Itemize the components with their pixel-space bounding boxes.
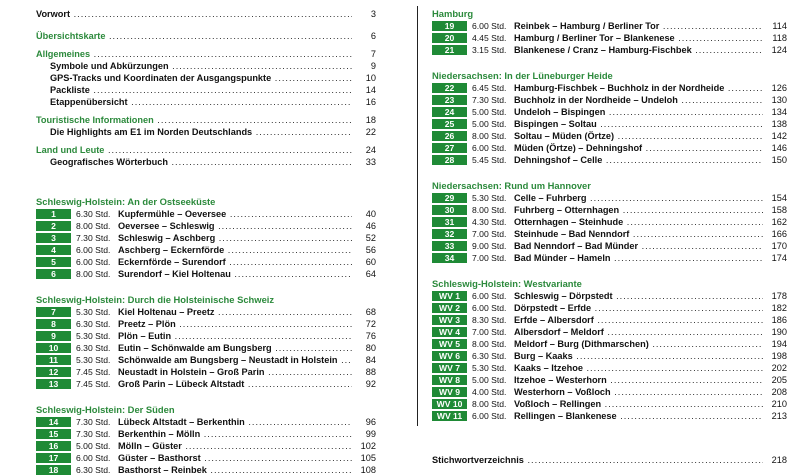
- stage-route: Meldorf – Burg (Dithmarschen) .....: [514, 338, 763, 350]
- toc-entry[interactable]: [36, 144, 376, 156]
- stage-entry[interactable]: [36, 416, 376, 428]
- page-number: 14: [354, 84, 376, 96]
- page-number: 24: [354, 144, 376, 156]
- page-number: 84: [354, 354, 376, 366]
- stage-number-badge: 12: [36, 367, 71, 377]
- stage-number-badge: 28: [432, 155, 467, 165]
- stage-entry[interactable]: [432, 252, 787, 264]
- page-number: 130: [765, 94, 787, 106]
- stage-entry[interactable]: [432, 192, 787, 204]
- stage-route: Berkenthin – Mölln .....: [118, 428, 352, 440]
- page-number: 154: [765, 192, 787, 204]
- stage-duration: 7.30 Std.: [76, 233, 111, 243]
- stage-duration: 6.45 Std.: [472, 83, 507, 93]
- stage-duration: 5.45 Std.: [472, 155, 507, 165]
- toc-entry[interactable]: [36, 96, 376, 108]
- stage-duration: 5.00 Std.: [472, 119, 507, 129]
- stage-number-badge: 17: [36, 453, 71, 463]
- stage-number-badge: 24: [432, 107, 467, 117]
- spacer: [36, 182, 376, 196]
- stage-duration: 6.30 Std.: [76, 465, 111, 475]
- stage-number-badge: 31: [432, 217, 467, 227]
- stage-duration: 8.00 Std.: [472, 399, 507, 409]
- page-number: 198: [765, 350, 787, 362]
- stage-number-badge: 7: [36, 307, 71, 317]
- stage-entry[interactable]: [432, 326, 787, 338]
- page-number: 22: [354, 126, 376, 138]
- page-number: 7: [354, 48, 376, 60]
- stage-duration: 6.30 Std.: [76, 319, 111, 329]
- stage-duration: 6.00 Std.: [472, 303, 507, 313]
- stage-number-badge: 5: [36, 257, 71, 267]
- entry-title: Allgemeines .....: [36, 48, 352, 60]
- page-number: 3: [354, 8, 376, 20]
- stage-route: Bad Nenndorf – Bad Münder .....: [514, 240, 763, 252]
- stage-duration: 5.30 Std.: [76, 307, 111, 317]
- stage-route: Blankenese / Cranz – Hamburg-Fischbek .....: [514, 44, 763, 56]
- page-number: 190: [765, 326, 787, 338]
- stage-number-badge: 3: [36, 233, 71, 243]
- page-number: 208: [765, 386, 787, 398]
- stage-route: Kiel Holtenau – Preetz .....: [118, 306, 352, 318]
- stage-route: Fuhrberg – Otternhagen .....: [514, 204, 763, 216]
- stage-entry[interactable]: [432, 302, 787, 314]
- stage-number-badge: 19: [432, 21, 467, 31]
- spacer: [36, 280, 376, 294]
- section-heading: Schleswig-Holstein: An der Ostseeküste: [36, 196, 216, 207]
- stage-entry[interactable]: [432, 398, 787, 410]
- stage-number-badge: 2: [36, 221, 71, 231]
- entry-title: Packliste .....: [50, 84, 352, 96]
- stage-entry[interactable]: [432, 338, 787, 350]
- stage-entry[interactable]: [432, 118, 787, 130]
- stage-route: Celle – Fuhrberg .....: [514, 192, 763, 204]
- stage-duration: 6.00 Std.: [472, 411, 507, 421]
- stage-entry[interactable]: [432, 216, 787, 228]
- spacer: [432, 56, 787, 70]
- stage-number-badge: 13: [36, 379, 71, 389]
- spacer: [36, 20, 376, 30]
- stage-entry[interactable]: [432, 142, 787, 154]
- stage-number-badge: WV 6: [432, 351, 467, 361]
- page-number: 124: [765, 44, 787, 56]
- stage-route: Schleswig – Aschberg .....: [118, 232, 352, 244]
- toc-entry[interactable]: [36, 126, 376, 138]
- page-number: 202: [765, 362, 787, 374]
- page-number: 56: [354, 244, 376, 256]
- stage-number-badge: 11: [36, 355, 71, 365]
- stage-route: Dörpstedt – Erfde .....: [514, 302, 763, 314]
- stage-entry[interactable]: [432, 32, 787, 44]
- stage-route: Itzehoe – Westerhorn .....: [514, 374, 763, 386]
- page-number: 178: [765, 290, 787, 302]
- page-number: 6: [354, 30, 376, 42]
- page-number: 80: [354, 342, 376, 354]
- stage-number-badge: WV 1: [432, 291, 467, 301]
- stage-duration: 8.00 Std.: [472, 131, 507, 141]
- stage-entry[interactable]: [432, 130, 787, 142]
- section-heading: Schleswig-Holstein: Der Süden: [36, 404, 175, 415]
- stage-duration: 3.15 Std.: [472, 45, 507, 55]
- spacer: [432, 166, 787, 180]
- stage-entry[interactable]: [36, 464, 376, 476]
- page-number: 105: [354, 452, 376, 464]
- stage-route: Voßloch – Rellingen .....: [514, 398, 763, 410]
- stage-number-badge: 4: [36, 245, 71, 255]
- stage-entry[interactable]: [432, 374, 787, 386]
- stage-entry[interactable]: [36, 232, 376, 244]
- stage-route: Surendorf – Kiel Holtenau .....: [118, 268, 352, 280]
- section-heading: Niedersachsen: Rund um Hannover: [432, 180, 591, 191]
- stage-duration: 9.00 Std.: [472, 241, 507, 251]
- stage-entry[interactable]: [432, 362, 787, 374]
- stage-duration: 7.45 Std.: [76, 379, 111, 389]
- page-number: 166: [765, 228, 787, 240]
- page-number: 18: [354, 114, 376, 126]
- stage-number-badge: WV 2: [432, 303, 467, 313]
- section-heading: Schleswig-Holstein: Westvariante: [432, 278, 582, 289]
- stage-duration: 7.45 Std.: [76, 367, 111, 377]
- page-number: 99: [354, 428, 376, 440]
- stage-route: Kaaks – Itzehoe .....: [514, 362, 763, 374]
- stage-entry[interactable]: [432, 410, 787, 422]
- page-number: 96: [354, 416, 376, 428]
- page-number: 46: [354, 220, 376, 232]
- entry-title: Stichwortverzeichnis .....: [432, 454, 763, 466]
- stage-duration: 6.00 Std.: [76, 453, 111, 463]
- stage-number-badge: 16: [36, 441, 71, 451]
- page-number: 60: [354, 256, 376, 268]
- page-number: 9: [354, 60, 376, 72]
- spacer: [36, 390, 376, 404]
- page-number: 134: [765, 106, 787, 118]
- stage-route: Soltau – Müden (Örtze) .....: [514, 130, 763, 142]
- stage-entry[interactable]: [432, 106, 787, 118]
- stage-route: Basthorst – Reinbek .....: [118, 464, 352, 476]
- stage-entry[interactable]: [432, 386, 787, 398]
- page-number: 16: [354, 96, 376, 108]
- stage-route: Oeversee – Schleswig .....: [118, 220, 352, 232]
- section-heading: Hamburg: [432, 8, 474, 19]
- page-number: 76: [354, 330, 376, 342]
- stage-route: Mölln – Güster .....: [118, 440, 352, 452]
- stage-duration: 5.00 Std.: [76, 441, 111, 451]
- stage-duration: 5.30 Std.: [76, 331, 111, 341]
- toc-entry[interactable]: [36, 114, 376, 126]
- stage-duration: 8.00 Std.: [472, 205, 507, 215]
- stage-number-badge: 25: [432, 119, 467, 129]
- page-number: 205: [765, 374, 787, 386]
- toc-entry[interactable]: [36, 48, 376, 60]
- stage-duration: 8.30 Std.: [472, 315, 507, 325]
- page-number: 72: [354, 318, 376, 330]
- stage-duration: 7.30 Std.: [472, 95, 507, 105]
- page-number: 170: [765, 240, 787, 252]
- entry-title: Symbole und Abkürzungen .....: [50, 60, 352, 72]
- stage-duration: 6.00 Std.: [472, 291, 507, 301]
- stage-route: Aschberg – Eckernförde .....: [118, 244, 352, 256]
- stage-number-badge: 32: [432, 229, 467, 239]
- stage-duration: 7.30 Std.: [76, 429, 111, 439]
- stage-route: Reinbek – Hamburg / Berliner Tor .....: [514, 20, 763, 32]
- page-number: 210: [765, 398, 787, 410]
- stage-number-badge: 9: [36, 331, 71, 341]
- stage-duration: 7.00 Std.: [472, 253, 507, 263]
- stage-entry[interactable]: [36, 244, 376, 256]
- stage-route: Schleswig – Dörpstedt .....: [514, 290, 763, 302]
- page-number: 138: [765, 118, 787, 130]
- stage-route: Dehningshof – Celle .....: [514, 154, 763, 166]
- toc-entry[interactable]: [36, 84, 376, 96]
- page-number: 182: [765, 302, 787, 314]
- stage-route: Eutin – Schönwalde am Bungsberg .....: [118, 342, 352, 354]
- stage-entry[interactable]: [432, 154, 787, 166]
- stage-duration: 6.30 Std.: [472, 351, 507, 361]
- stage-duration: 4.00 Std.: [472, 387, 507, 397]
- stage-entry[interactable]: [36, 306, 376, 318]
- stage-entry[interactable]: [432, 350, 787, 362]
- stage-entry[interactable]: [432, 44, 787, 56]
- page-number: 92: [354, 378, 376, 390]
- stage-entry[interactable]: [36, 256, 376, 268]
- stage-number-badge: 6: [36, 269, 71, 279]
- stage-route: Burg – Kaaks .....: [514, 350, 763, 362]
- stage-route: Eckernförde – Surendorf .....: [118, 256, 352, 268]
- stage-entry[interactable]: [36, 354, 376, 366]
- page-number: 10: [354, 72, 376, 84]
- stage-duration: 7.00 Std.: [472, 229, 507, 239]
- stage-duration: 8.00 Std.: [76, 269, 111, 279]
- stage-route: Plön – Eutin .....: [118, 330, 352, 342]
- stage-number-badge: WV 7: [432, 363, 467, 373]
- stage-number-badge: 21: [432, 45, 467, 55]
- stage-route: Westerhorn – Voßloch .....: [514, 386, 763, 398]
- stage-entry[interactable]: [432, 94, 787, 106]
- stage-entry[interactable]: [36, 378, 376, 390]
- page-number: 52: [354, 232, 376, 244]
- stage-route: Albersdorf – Meldorf .....: [514, 326, 763, 338]
- stage-duration: 7.30 Std.: [76, 417, 111, 427]
- stage-duration: 7.00 Std.: [472, 327, 507, 337]
- stage-entry[interactable]: [432, 82, 787, 94]
- page-number: 218: [765, 454, 787, 466]
- stage-number-badge: 34: [432, 253, 467, 263]
- column-divider: [417, 6, 418, 426]
- stage-duration: 5.30 Std.: [76, 355, 111, 365]
- stage-entry[interactable]: [36, 208, 376, 220]
- page-number: 40: [354, 208, 376, 220]
- stage-route: Kupfermühle – Oeversee .....: [118, 208, 352, 220]
- page-number: 213: [765, 410, 787, 422]
- stage-route: Groß Parin – Lübeck Altstadt .....: [118, 378, 352, 390]
- stage-number-badge: 33: [432, 241, 467, 251]
- toc-entry[interactable]: [36, 156, 376, 168]
- toc-entry[interactable]: [36, 8, 376, 20]
- stage-number-badge: 10: [36, 343, 71, 353]
- stage-number-badge: 8: [36, 319, 71, 329]
- section-heading: Niedersachsen: In der Lüneburger Heide: [432, 70, 613, 81]
- stage-entry[interactable]: [432, 240, 787, 252]
- page-number: 118: [765, 32, 787, 44]
- entry-title: Etappenübersicht .....: [50, 96, 352, 108]
- stage-route: Neustadt in Holstein – Groß Parin .....: [118, 366, 352, 378]
- stage-entry[interactable]: [36, 342, 376, 354]
- page-number: 33: [354, 156, 376, 168]
- stage-number-badge: 1: [36, 209, 71, 219]
- stage-route: Schönwalde am Bungsberg – Neustadt in Holstein .....: [118, 354, 352, 366]
- stage-entry[interactable]: [36, 268, 376, 280]
- toc-left-column: [36, 8, 376, 476]
- entry-title: Land und Leute .....: [36, 144, 352, 156]
- page-number: 146: [765, 142, 787, 154]
- stage-duration: 6.30 Std.: [76, 209, 111, 219]
- stage-number-badge: WV 5: [432, 339, 467, 349]
- toc-entry[interactable]: [432, 454, 787, 466]
- page-number: 68: [354, 306, 376, 318]
- stage-number-badge: WV 4: [432, 327, 467, 337]
- page-number: 158: [765, 204, 787, 216]
- stage-entry[interactable]: [36, 440, 376, 452]
- page-number: 174: [765, 252, 787, 264]
- page-number: 194: [765, 338, 787, 350]
- stage-entry[interactable]: [36, 318, 376, 330]
- stage-duration: 8.00 Std.: [472, 339, 507, 349]
- stage-number-badge: 15: [36, 429, 71, 439]
- entry-title: Touristische Informationen .....: [36, 114, 352, 126]
- stage-number-badge: WV 9: [432, 387, 467, 397]
- stage-entry[interactable]: [36, 366, 376, 378]
- entry-title: Geografisches Wörterbuch .....: [50, 156, 352, 168]
- stage-number-badge: 14: [36, 417, 71, 427]
- stage-duration: 4.45 Std.: [472, 33, 507, 43]
- stage-entry[interactable]: [432, 290, 787, 302]
- stage-route: Müden (Örtze) – Dehningshof .....: [514, 142, 763, 154]
- spacer: [432, 422, 787, 454]
- stage-duration: 6.30 Std.: [76, 343, 111, 353]
- stage-number-badge: 27: [432, 143, 467, 153]
- stage-number-badge: 29: [432, 193, 467, 203]
- entry-title: Vorwort .....: [36, 8, 352, 20]
- stage-route: Steinhude – Bad Nenndorf .....: [514, 228, 763, 240]
- spacer: [432, 264, 787, 278]
- section-heading: Schleswig-Holstein: Durch die Holsteinische Schweiz: [36, 294, 275, 305]
- stage-entry[interactable]: [432, 314, 787, 326]
- stage-route: Undeloh – Bispingen .....: [514, 106, 763, 118]
- stage-number-badge: 30: [432, 205, 467, 215]
- stage-entry[interactable]: [432, 204, 787, 216]
- stage-number-badge: 18: [36, 465, 71, 475]
- page-number: 162: [765, 216, 787, 228]
- stage-route: Hamburg-Fischbek – Buchholz in der Nordheide .....: [514, 82, 763, 94]
- stage-entry[interactable]: [36, 330, 376, 342]
- stage-duration: 6.00 Std.: [472, 21, 507, 31]
- stage-route: Erfde – Albersdorf .....: [514, 314, 763, 326]
- entry-title: Übersichtskarte .....: [36, 30, 352, 42]
- page-number: 108: [354, 464, 376, 476]
- stage-duration: 4.30 Std.: [472, 217, 507, 227]
- spacer: [36, 168, 376, 182]
- page-number: 64: [354, 268, 376, 280]
- stage-number-badge: 22: [432, 83, 467, 93]
- stage-entry[interactable]: [36, 220, 376, 232]
- page-number: 114: [765, 20, 787, 32]
- stage-route: Otternhagen – Steinhude .....: [514, 216, 763, 228]
- page-number: 88: [354, 366, 376, 378]
- toc-entry[interactable]: [36, 30, 376, 42]
- stage-duration: 6.00 Std.: [472, 143, 507, 153]
- stage-route: Bispingen – Soltau .....: [514, 118, 763, 130]
- stage-duration: 8.00 Std.: [76, 221, 111, 231]
- stage-duration: 5.00 Std.: [472, 107, 507, 117]
- toc-entry[interactable]: [36, 60, 376, 72]
- stage-number-badge: WV 10: [432, 399, 467, 409]
- stage-route: Bad Münder – Hameln .....: [514, 252, 763, 264]
- stage-duration: 6.00 Std.: [76, 257, 111, 267]
- stage-route: Buchholz in der Nordheide – Undeloh .....: [514, 94, 763, 106]
- page-number: 126: [765, 82, 787, 94]
- stage-route: Preetz – Plön .....: [118, 318, 352, 330]
- stage-duration: 6.00 Std.: [76, 245, 111, 255]
- stage-entry[interactable]: [432, 20, 787, 32]
- stage-number-badge: WV 8: [432, 375, 467, 385]
- page-number: 102: [354, 440, 376, 452]
- stage-route: Lübeck Altstadt – Berkenthin .....: [118, 416, 352, 428]
- page-number: 186: [765, 314, 787, 326]
- page-number: 142: [765, 130, 787, 142]
- stage-number-badge: 20: [432, 33, 467, 43]
- stage-number-badge: WV 3: [432, 315, 467, 325]
- stage-number-badge: WV 11: [432, 411, 467, 421]
- stage-route: Güster – Basthorst .....: [118, 452, 352, 464]
- stage-entry[interactable]: [36, 452, 376, 464]
- stage-entry[interactable]: [432, 228, 787, 240]
- stage-number-badge: 26: [432, 131, 467, 141]
- stage-duration: 5.30 Std.: [472, 363, 507, 373]
- stage-number-badge: 23: [432, 95, 467, 105]
- stage-entry[interactable]: [36, 428, 376, 440]
- toc-right-column: [432, 8, 787, 466]
- toc-entry[interactable]: [36, 72, 376, 84]
- stage-duration: 5.30 Std.: [472, 193, 507, 203]
- stage-route: Rellingen – Blankenese .....: [514, 410, 763, 422]
- entry-title: GPS-Tracks und Koordinaten der Ausgangspunkte .....: [50, 72, 352, 84]
- entry-title: Die Highlights am E1 im Norden Deutschlands .....: [50, 126, 352, 138]
- stage-route: Hamburg / Berliner Tor – Blankenese .....: [514, 32, 763, 44]
- stage-duration: 5.00 Std.: [472, 375, 507, 385]
- page-number: 150: [765, 154, 787, 166]
